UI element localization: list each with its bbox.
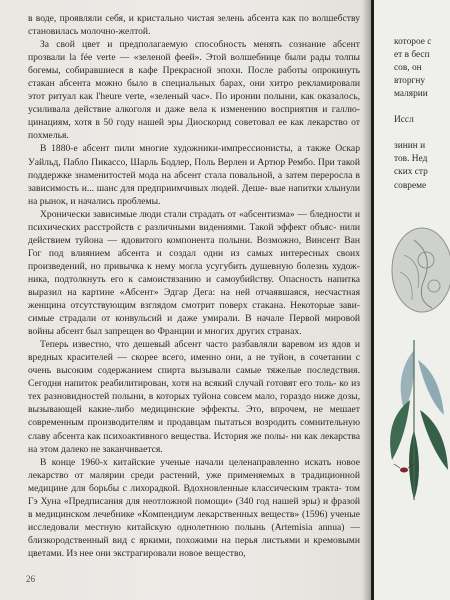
text-line: и психических расстройств с различными видениями. Такой эффект объяс- [28, 208, 360, 233]
text-line: том Гэ Хуна «Предписания для неотложной помощи» (340 год нашей эры) [28, 482, 360, 507]
text-line: женщина отсутствующим взглядом смотрит поверх стакана. Некоторые зави- [28, 300, 360, 312]
text-line: и вредных красителей — скорее всего, именно они, а не туйон, в сочетании [28, 339, 360, 364]
text-line: (1596) ученые исследовали местную китайскую однолетнюю полынь [28, 508, 360, 533]
text-line: в воде, проявляли себя, и кристально чистая зелень абсента как по волшебству [28, 13, 360, 24]
text-line: и фразой в медицинском лечебнике «Компендиум лекарственных веществ» [28, 495, 360, 520]
text-line: листьями и кремовыми цветами. Из нее они экстрагировали новое вещество, [28, 534, 361, 559]
text-line: произведений, но привычка к нему могла усугубить душевную болезнь худож- [28, 260, 360, 272]
text-line: нили действием туйона — ядовитого компонента полыни. Возможно, Винсент [28, 221, 360, 246]
text-line: симые страдали от конвульсий и даже умирали. В начале Первой мировой [28, 313, 360, 325]
right-text-line: совреме [394, 180, 427, 191]
text-line: стакан абсента можно было в специальных барах, они хитро рекламировали [28, 78, 360, 90]
right-text-line: малярии [394, 89, 428, 100]
paragraph [28, 12, 360, 38]
text-line: лекарство от малярии среди растений, уже применяемых в традиционной [28, 469, 360, 481]
text-line: сомнительную славу абсента как психоактивного вещества. История же полы- [28, 417, 360, 442]
text-line: становилась молочно-желтой. [28, 26, 151, 38]
text-line: (Artemisia annua) — близкородственный вид с яркими, похожими на перья [28, 521, 360, 546]
body-text [28, 12, 360, 560]
wormwood-leaves [390, 340, 448, 500]
paragraph [28, 38, 360, 142]
text-line: этот ритуал как l'heure verte, «зеленый час». По иронии полыни, как оказалось, [28, 91, 360, 103]
text-line: с очень высоким содержанием спирта вызывали самые тяжелые последствия. [28, 352, 360, 377]
text-line: Ван Гог под влиянием абсента и создал одни из самых интересных своих [28, 234, 360, 259]
text-line: В 1880-е абсент пили многие художники-импрессионисты, а также [40, 143, 336, 155]
text-line: ниже дозы, вызывающей какие-либо медицинские эффекты. Это, впрочем, [28, 391, 360, 416]
text-line: от похмелья. [28, 117, 360, 142]
right-text-line: которое с [394, 37, 432, 47]
right-page-text [394, 36, 450, 193]
right-text-line [394, 101, 450, 114]
text-line: вые напитки хлынули на рынок, и начались проблемы. [28, 182, 361, 207]
page-number: 26 [26, 574, 35, 584]
right-page [374, 0, 450, 600]
paragraph [28, 456, 360, 560]
text-line: Оскар Уайльд, Пабло Пикассо, Шарль Бодлер, Поль Верлен и Артюр Рембо. [28, 143, 360, 168]
right-text-line: сов, он [394, 63, 422, 74]
right-text-line [394, 127, 450, 140]
text-line: усиливала действие алкоголя и даже вела к изменению восприятия и галлю- [28, 104, 360, 116]
text-line: богемы, собиравшиеся в кафе Прекрасной эпохи. После работы опрокинуть [28, 65, 360, 77]
right-text-line: зинин и [394, 141, 426, 152]
right-text-line: ских стр [394, 167, 428, 178]
right-text-line: Иссл [394, 115, 414, 126]
text-line: За свой цвет и предполагаемую способность менять сознание абсент [40, 39, 360, 51]
text-line: Сегодня напиток реабилитирован, хотя на всякий случай готовят его толь- [28, 378, 340, 390]
text-line: ника, подтолкнуть его к самоистязанию и самоубийству. Опасность напитка [28, 273, 360, 285]
right-text-line: тов. Нед [394, 154, 428, 165]
text-line: не мешает современным производителям и продавцам пытаться возродить [28, 404, 360, 429]
botanical-illustration [374, 200, 450, 500]
text-line: цинациям, хотя в 50 году нашей эры Диоскорид советовал ее как лекарство [28, 117, 352, 129]
right-text-line: ет в бесп [394, 50, 430, 61]
text-line: войны абсент был запрещен во Франции и многих других странах. [28, 326, 302, 338]
text-line: а затем переросла в зависимость и... шанс для предприимчивых людей. Деше- [28, 169, 360, 194]
right-text-line: вторгну [394, 76, 426, 87]
text-line: Теперь известно, что дешевый абсент часто разбавляли варевом из ядов [40, 339, 355, 351]
paragraph [28, 338, 360, 455]
text-line: Хронически зависимые люди стали страдать от «абсентизма» — бледности [40, 208, 355, 220]
text-line: медицине для борьбы с лихорадкой. Вдохновленные классическим тракта- [28, 482, 346, 494]
text-line: ко из тех разновидностей полыни, в которых туйона совсем мало, гораздо [28, 378, 361, 403]
text-line: В конце 1960-х китайские ученые начали целенаправленно искать новое [40, 456, 360, 468]
paragraph [28, 208, 360, 338]
text-line: При такой поддержке знаменитостей мода на абсент стала повальной, [28, 156, 360, 181]
text-line: выразил на картине «Абсент» Эдгар Дега: на ней отчаявшаяся, несчастная [28, 286, 360, 298]
text-line: прозвали la fée verte — «зеленой феей». Этой волшебнице были рады толпы [28, 52, 360, 64]
paragraph [28, 142, 360, 207]
text-line: ни как лекарства на этом далеко не заканчивается. [28, 430, 360, 455]
shell-drawing [392, 228, 450, 312]
